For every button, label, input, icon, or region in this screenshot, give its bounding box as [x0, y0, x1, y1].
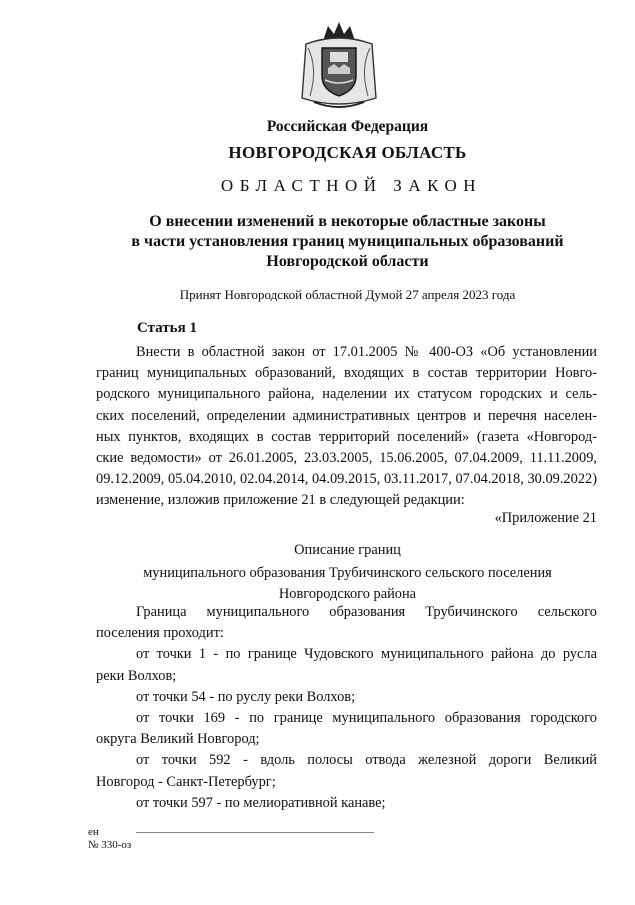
law-title-line: О внесении изменений в некоторые областные законы	[149, 213, 546, 230]
article-line: ских поселений, определении административных центров и перечня населен-	[96, 407, 597, 424]
boundary-line: от точки 592 - вдоль полосы отвода железной дороги Великий	[136, 752, 597, 769]
footer-number: № 330-оз	[88, 839, 132, 851]
law-title-line: Новгородской области	[266, 253, 429, 270]
article-line: изменение, изложив приложение 21 в следующей редакции:	[96, 492, 465, 509]
article-line: 09.12.2009, 05.04.2010, 02.04.2014, 04.09.2015, 03.11.2017, 07.04.2018, 30.09.2022)	[96, 471, 597, 488]
appendix-label: «Приложение 21	[494, 510, 597, 526]
footer-divider	[136, 832, 374, 833]
law-type-heading: ОБЛАСТНОЙ ЗАКОН	[220, 176, 483, 195]
article-line: Внести в областной закон от 17.01.2005 № 400-ОЗ «Об установлении	[136, 344, 597, 360]
appendix-desc-line: муниципального образования Трубичинского сельского поселения	[143, 565, 552, 581]
appendix-desc-line: Новгородского района	[278, 586, 417, 602]
coat-of-arms-icon	[294, 18, 384, 110]
article-line: ские ведомости» от 26.01.2005, 23.03.2005, 15.06.2005, 07.04.2009, 11.11.2009,	[96, 450, 597, 467]
footer-note	[88, 826, 131, 852]
boundary-line: от точки 1 - по границе Чудовского муниципального района до русла	[136, 646, 597, 663]
boundary-line: от точки 169 - по границе муниципального образования городского	[136, 710, 597, 727]
article-heading: Статья 1	[137, 320, 197, 336]
law-title-line: в части установления границ муниципальных образований	[131, 233, 564, 250]
law-title	[30, 212, 635, 272]
article-line: родского муниципального района, наделении их статусом городских и сель-	[96, 386, 597, 403]
boundary-line: от точки 597 - по мелиоративной канаве;	[136, 794, 386, 811]
adoption-note: Принят Новгородской областной Думой 27 апреля 2023 года	[179, 287, 516, 302]
appendix-desc-line: Описание границ	[294, 542, 401, 558]
article-line: границ муниципальных образований, входящих в состав территории Новго-	[96, 365, 597, 382]
boundary-description	[96, 602, 597, 814]
boundary-line: округа Великий Новгород;	[96, 731, 260, 748]
article-body	[96, 342, 597, 512]
boundary-line: от точки 54 - по руслу реки Волхов;	[136, 688, 356, 705]
boundary-line: реки Волхов;	[96, 667, 177, 684]
boundary-line: поселения проходит:	[96, 625, 224, 642]
boundary-line: Граница муниципального образования Трубичинского сельского	[136, 604, 597, 620]
boundary-line: Новгород - Санкт-Петербург;	[96, 773, 276, 790]
oblast-heading: НОВГОРОДСКАЯ ОБЛАСТЬ	[228, 143, 467, 162]
article-line: ных пунктов, входящих в состав территорий поселений» (газета «Новгород-	[96, 428, 597, 445]
federation-heading: Российская Федерация	[266, 118, 429, 135]
footer-initials: ен	[88, 826, 99, 838]
